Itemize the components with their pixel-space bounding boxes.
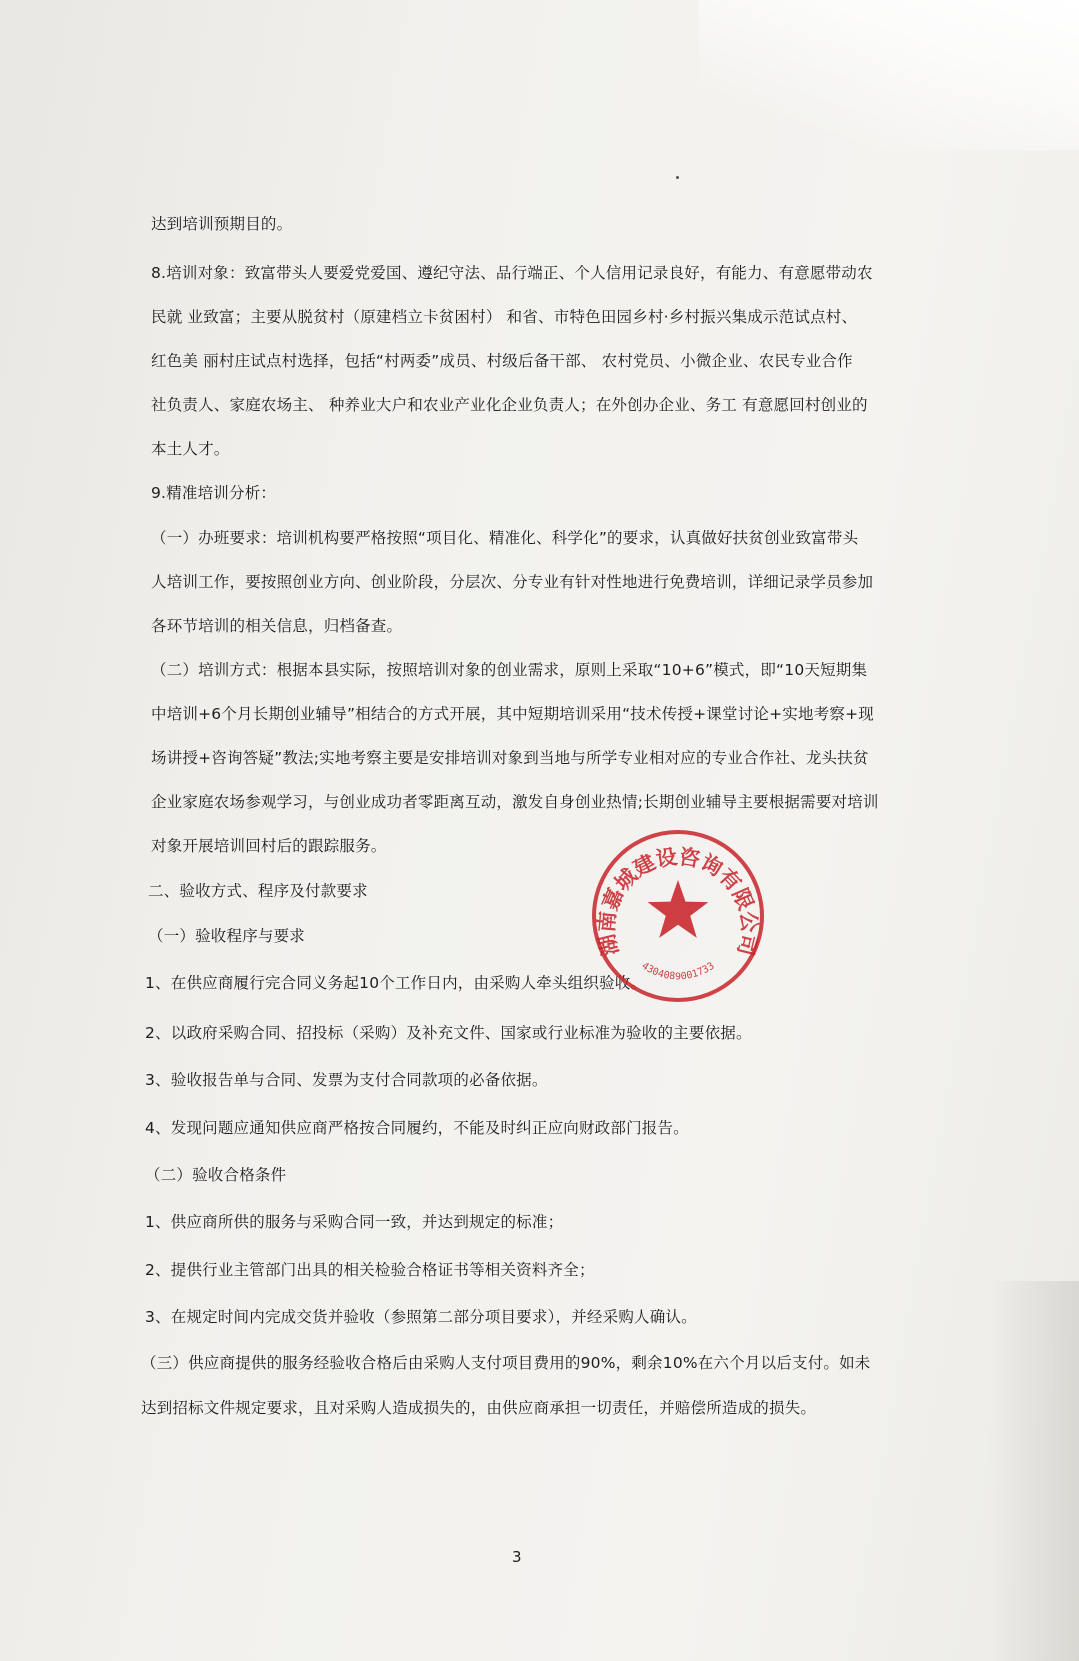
sub-heading: （一）验收程序与要求 [148, 927, 306, 945]
list-item: 1、供应商所供的服务与采购合同一致，并达到规定的标准； [145, 1213, 564, 1231]
text-line: 对象开展培训回村后的跟踪服务。 [151, 837, 387, 855]
text-line: 社负责人、家庭农场主、 种养业大户和农业产业化企业负责人；在外创办企业、务工 有意愿回村创业的 [151, 396, 868, 414]
text-line: 红色美 丽村庄试点村选择，包括“村两委”成员、村级后备干部、 农村党员、小微企业、农民专业合作 [151, 352, 853, 370]
text-line: 中培训+6个月长期创业辅导”相结合的方式开展，其中短期培训采用“技术传授+课堂讨论+实地考察+现 [151, 705, 874, 723]
text-line: 本土人才。 [151, 440, 230, 458]
text-line: 8.培训对象：致富带头人要爱党爱国、遵纪守法、品行端正、个人信用记录良好，有能力、有意愿带动农 [151, 264, 873, 282]
page-glare [699, 0, 1079, 150]
seal-name: 湖南嘉城建设咨询有限公司 [594, 844, 762, 958]
list-item: 4、发现问题应通知供应商严格按合同履约，不能及时纠正应向财政部门报告。 [145, 1119, 689, 1137]
text-line: 达到招标文件规定要求，且对采购人造成损失的，由供应商承担一切责任，并赔偿所造成的损失。 [141, 1399, 817, 1417]
list-item: 3、验收报告单与合同、发票为支付合同款项的必备依据。 [145, 1071, 548, 1089]
list-item: 3、在规定时间内完成交货并验收（参照第二部分项目要求），并经采购人确认。 [145, 1308, 697, 1326]
company-seal-stamp [588, 826, 768, 1006]
text-line: 各环节培训的相关信息，归档备查。 [151, 617, 403, 635]
text-line: 企业家庭农场参观学习，与创业成功者零距离互动，激发自身创业热情;长期创业辅导主要根据需要对培训 [151, 793, 879, 811]
text-line: （三）供应商提供的服务经验收合格后由采购人支付项目费用的90%，剩余10%在六个月以后支付。如未 [141, 1354, 871, 1372]
text-line: 民就 业致富；主要从脱贫村（原建档立卡贫困村） 和省、市特色田园乡村·乡村振兴集成示范试点村、 [151, 308, 858, 326]
list-item: 2、以政府采购合同、招投标（采购）及补充文件、国家或行业标准为验收的主要依据。 [145, 1024, 752, 1042]
text-line: （二）培训方式：根据本县实际，按照培训对象的创业需求，原则上采取“10+6”模式，即“10天短期集 [151, 661, 868, 679]
list-item: 1、在供应商履行完合同义务起10个工作日内，由采购人牵头组织验收。 [145, 974, 647, 992]
text-line: （一）办班要求：培训机构要严格按照“项目化、精准化、科学化”的要求，认真做好扶贫创业致富带头 [151, 529, 859, 547]
page-number: 3 [512, 1548, 522, 1566]
seal-code: 4304089001733 [639, 960, 717, 983]
section-heading: 二、验收方式、程序及付款要求 [148, 882, 368, 900]
list-item: 2、提供行业主管部门出具的相关检验合格证书等相关资料齐全； [145, 1261, 595, 1279]
text-line: 场讲授+咨询答疑”教法;实地考察主要是安排培训对象到当地与所学专业相对应的专业合作社、龙头扶贫 [151, 749, 869, 767]
text-line: 人培训工作，要按照创业方向、创业阶段，分层次、分专业有针对性地进行免费培训，详细记录学员参加 [151, 573, 874, 591]
text-line: 达到培训预期目的。 [151, 215, 293, 233]
speck [676, 176, 679, 179]
text-line: 9.精准培训分析： [151, 484, 277, 502]
page-shadow [989, 1281, 1079, 1661]
seal-star-icon [648, 880, 709, 938]
sub-heading: （二）验收合格条件 [145, 1166, 287, 1184]
